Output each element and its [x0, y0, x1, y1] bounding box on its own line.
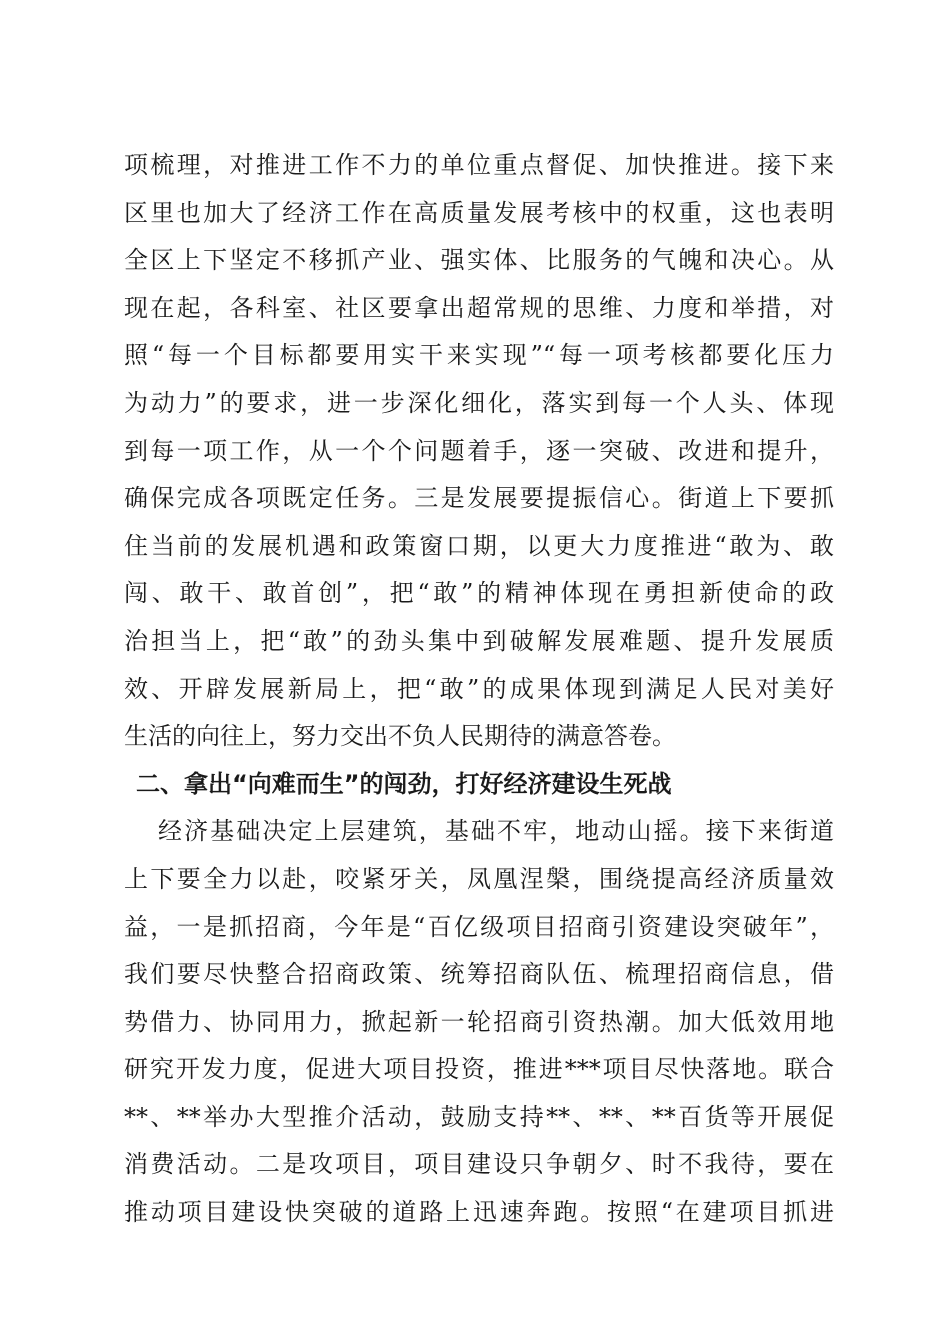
paragraph-line: 推动项目建设快突破的道路上迅速奔跑。按照“在建项目抓进	[124, 1198, 834, 1227]
paragraph-line: 消费活动。二是攻项目，项目建设只争朝夕、时不我待，要在	[124, 1150, 834, 1179]
paragraph-line: 项梳理，对推进工作不力的单位重点督促、加快推进。接下来	[124, 151, 834, 179]
paragraph-line: 治担当上，把“敢”的劲头集中到破解发展难题、提升发展质	[124, 626, 834, 655]
paragraph-line: 闯、敢干、敢首创”，把“敢”的精神体现在勇担新使命的政	[124, 579, 834, 608]
paragraph-line: 为动力”的要求，进一步深化细化，落实到每一个人头、体现	[124, 388, 834, 417]
paragraph-line: 生活的向往上，努力交出不负人民期待的满意答卷。	[124, 722, 676, 751]
paragraph-line: **、**举办大型推介活动，鼓励支持**、**、**百货等开展促	[124, 1102, 834, 1131]
paragraph-line: 研究开发力度，促进大项目投资，推进***项目尽快落地。联合	[124, 1055, 834, 1084]
paragraph-line: 到每一项工作，从一个个问题着手，逐一突破、改进和提升，	[124, 436, 834, 465]
document-body	[124, 142, 834, 1237]
paragraph-line: 照“每一个目标都要用实干来实现”“每一项考核都要化压力	[124, 341, 834, 370]
paragraph-line: 上下要全力以赴，咬紧牙关，凤凰涅槃，围绕提高经济质量效	[124, 864, 834, 893]
paragraph-line: 我们要尽快整合招商政策、统筹招商队伍、梳理招商信息，借	[124, 960, 834, 989]
paragraph-line: 经济基础决定上层建筑，基础不牢，地动山摇。接下来街道	[158, 817, 834, 846]
paragraph-line: 确保完成各项既定任务。三是发展要提振信心。街道上下要抓	[124, 484, 834, 513]
paragraph-line: 住当前的发展机遇和政策窗口期，以更大力度推进“敢为、敢	[124, 531, 834, 560]
section-heading: 二、拿出“向难而生”的闯劲，打好经济建设生死战	[136, 769, 672, 798]
paragraph-line: 区里也加大了经济工作在高质量发展考核中的权重，这也表明	[124, 198, 834, 227]
paragraph-line: 效、开辟发展新局上，把“敢”的成果体现到满足人民对美好	[124, 674, 834, 703]
paragraph-line: 现在起，各科室、社区要拿出超常规的思维、力度和举措，对	[124, 293, 834, 322]
paragraph-line: 全区上下坚定不移抓产业、强实体、比服务的气魄和决心。从	[124, 246, 834, 275]
paragraph-line: 势借力、协同用力，掀起新一轮招商引资热潮。加大低效用地	[124, 1007, 834, 1036]
paragraph-line: 益，一是抓招商，今年是“百亿级项目招商引资建设突破年”，	[124, 912, 834, 941]
